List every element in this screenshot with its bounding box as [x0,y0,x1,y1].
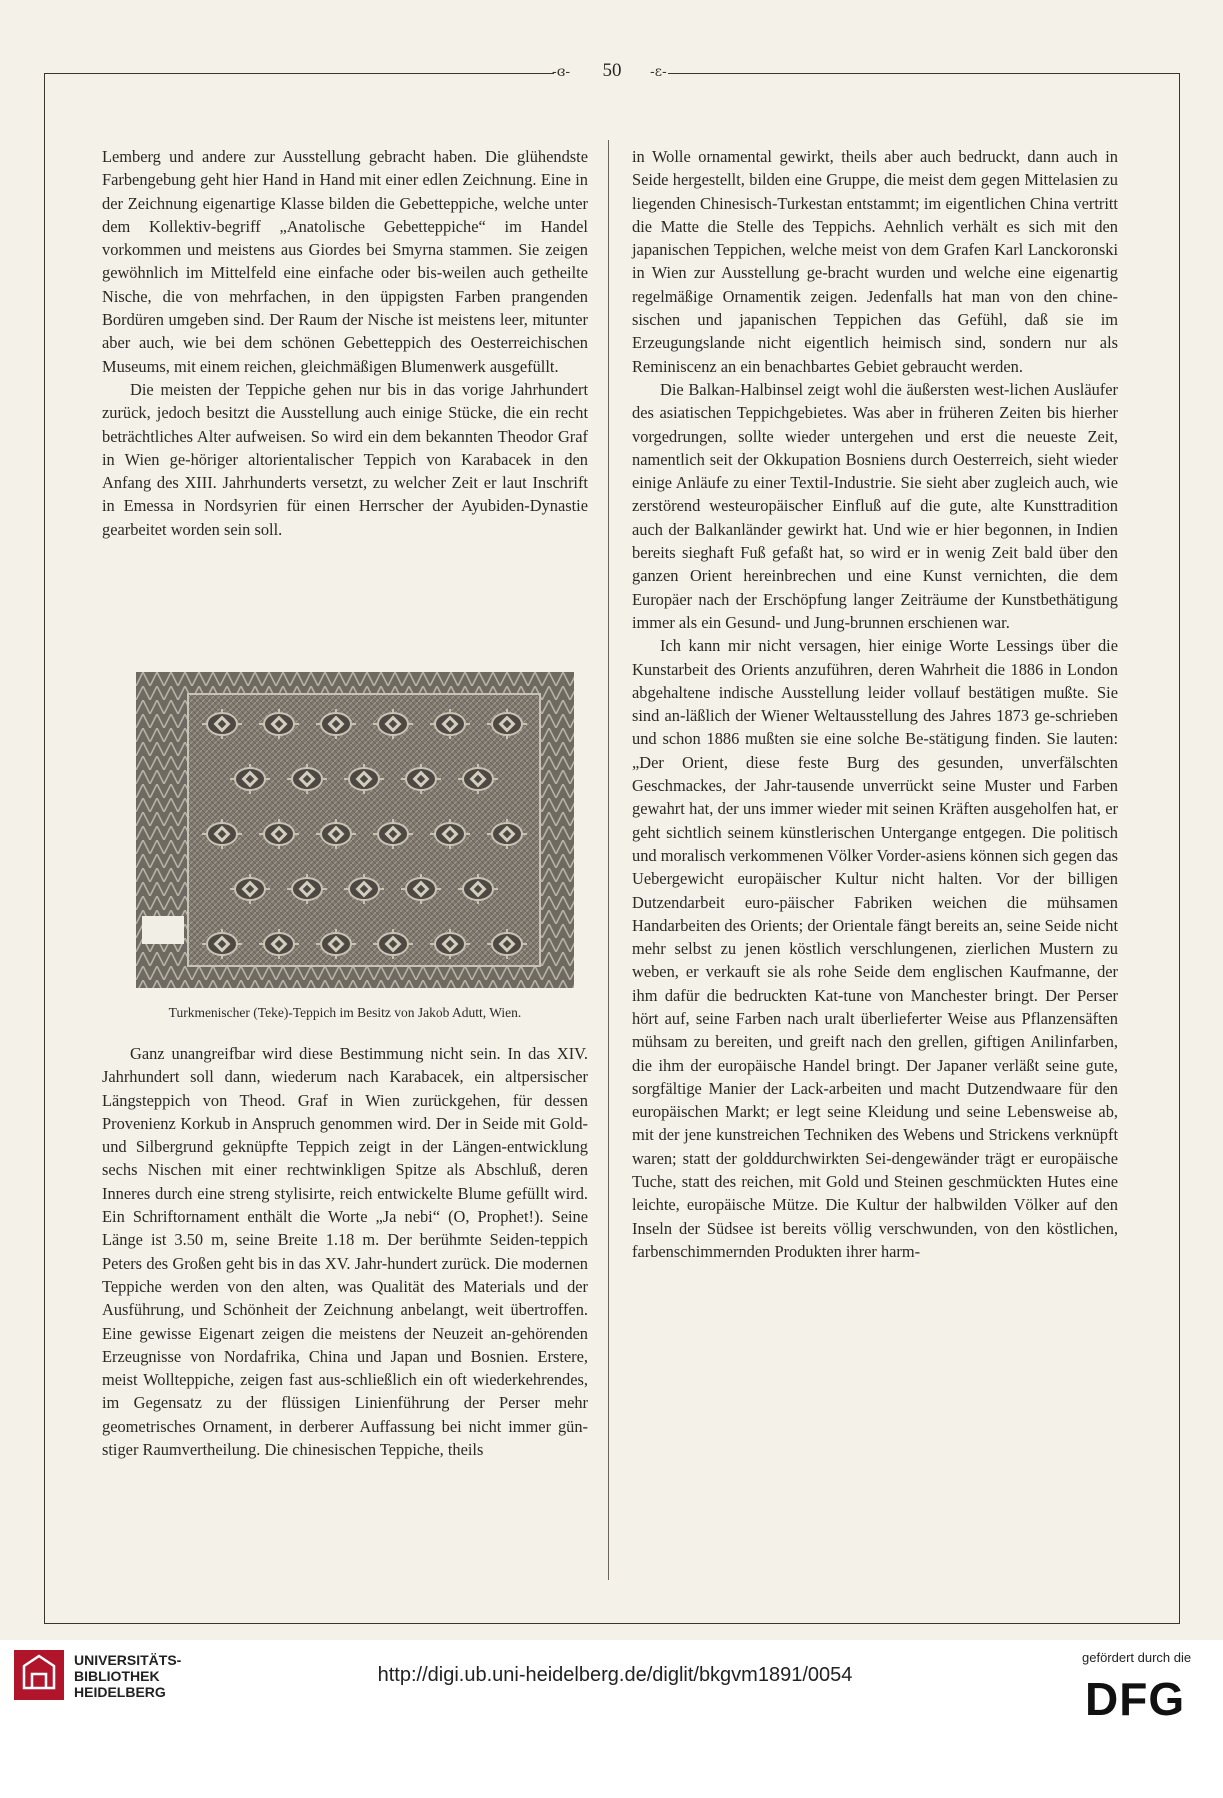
carpet-illustration [136,672,574,988]
left-column-top [102,145,588,541]
paragraph: Die meisten der Teppiche gehen nur bis in das vorige Jahrhundert zurück, jedoch besitzt die Ausstellung auch einige Stücke, die ein recht beträchtliches Alter aufweisen. So wird ein dem bekannten Theodor Graf in Wien ge-höriger altorientalischer Teppich von Karabacek in den Anfang des XIII. Jahrhunderts versetzt, zu welcher Zeit er laut Inschrift in Emessa in Nordsyrien für einen Herrscher der Ayubiden-Dynastie gearbeitet worden sein soll. [102,379,588,539]
header-ornament-right: -ɛ- [650,64,667,80]
source-url-link[interactable]: http://digi.ub.uni-heidelberg.de/diglit/bkgvm1891/0054 [377,1664,853,1686]
university-name [74,1652,181,1700]
page-number: 50 [602,60,622,81]
paragraph: Die Balkan-Halbinsel zeigt wohl die äußersten west-lichen Ausläufer des asiatischen Teppichgebietes. Was aber in früheren Zeiten bis hierher vorgedrungen, sollte wieder untergehen und erst die neueste Zeit, namentlich seit der Okkupation Bosniens durch Oesterreich, sieht wieder einige Anläufe zu einer Textil-Industrie. Sie sieht aber zugleich auch, wie zerstörend westeuropäischer Einfluß auf die gute, alte Kunsttradition auch der Balkanländer gewirkt hat. Und wie er hier begonnen, in Indien bereits sieghaft Fuß gefaßt hat, so wird er in wenig Zeit bald über den ganzen Orient hereinbrechen und eine Kunst vernichten, die dem Europäer nach der Erschöpfung langer Zeiträume der Kunstbethätigung immer als ein Gesund- und Jung-brunnen erschienen war. [632,379,1118,632]
paragraph: Lemberg und andere zur Ausstellung gebracht haben. Die glühendste Farbengebung geht hier Hand in Hand mit einer edlen Zeichnung. Eine in der Zeichnung eigenartige Klasse bilden die Gebetteppiche, welche unter dem Kollektiv-begriff „Anatolische Gebetteppiche“ im Handel vorkommen und meistens aus Giordes bei Smyrna stammen. Sie zeigen gewöhnlich im Mittelfeld eine einfache oder bis-weilen auch getheilte Nische, die von mehrfachen, in den üppigsten Farben prangenden Bordüren umgeben sind. Der Raum der Nische ist meistens leer, mitunter aber auch, wie bei dem schönen Gebetteppich des Oesterreichischen Museums, mit einem reichen, gleichmäßigen Blumenwerk ausgefüllt. [102,147,588,376]
paragraph: Ich kann mir nicht versagen, hier einige Worte Lessings über die Kunstarbeit des Orients anzuführen, deren Wahrheit die 1886 in London abgehaltene indische Ausstellung leider vollauf bestätigen mußte. Sie sind an-läßlich der Wiener Weltausstellung des Jahres 1873 ge-schrieben und schon 1886 mußten sie eine solche Be-stätigung finden. Sie lauten: „Der Orient, diese feste Burg des gesunden, unverfälschten Geschmackes, der Jahr-tausende unverrückt seine Muster und Farben gewahrt hat, der uns immer wieder mit seinen Kräften ausgeholfen hat, er geht sichtlich seinem künstlerischen Untergange entgegen. Die politisch und moralisch verkommenen Völker Vorder-asiens können sich gegen das Uebergewicht europäischer Kultur nicht halten. Vor der billigen Dutzendarbeit euro-päischer Fabriken weichen die mühsamen Handarbeiten des Orients; der Orientale fängt bereits an, seine Seide nicht mehr selbst zu jenen köstlich verschlungenen, zierlichen Mustern zu weben, er verkauft sie als rohe Seide dem englischen Kaufmanne, der ihm dafür die bedruckten Kat-tune von Manchester bringt. Der Perser hört auf, seine Farben nach uralt überlieferter Weise aus Pflanzensäften mühsam zu bereiten, und greift nach den grellen, giftigen Anilinfarben, die ihm der europäische Handel bringt. Der Japaner verläßt seine gute, sorgfältige Manier der Lack-arbeiten und macht Dutzendwaare für den europäischen Markt; er legt seine Kleidung und seine Lebensweise ab, mit der jene kunstreichen Techniken des Webens und Strickens verknüpft waren; statt der golddurchwirkten Sei-dengewänder trägt er europäische Tuche, statt des reichen, mit Gold und Steinen geschmückten Hutes eine leichte, europäische Mütze. Die Kultur der halbwilden Völker auf den Inseln der Südsee ist bereits völlig verschwunden, von den köstlichen, farbenschimmernden Produkten ihrer harm- [632,636,1118,1261]
university-seal-icon [12,1648,66,1702]
dfg-logo: DFG [1085,1673,1186,1725]
right-column [632,145,1118,1263]
paragraph: Ganz unangreifbar wird diese Bestimmung nicht sein. In das XIV. Jahrhundert soll dann, wiederum nach Karabacek, ein altpersischer Längsteppich von Theod. Graf in Wien zurückgehen, für dessen Provenienz Korkub in Anspruch genommen wird. Der in Seide mit Gold- und Silbergrund geknüpfte Teppich zeigt in der Längen-entwicklung sechs Nischen mit einer rechtwinkligen Spitze als Abschluß, deren Inneres durch eine streng stylisirte, reich entwickelte Blume gefüllt wird. Ein Schriftornament enthält die Worte „Ja nebi“ (O, Prophet!). Seine Länge ist 3.50 m, seine Breite 1.18 m. Der berühmte Seiden-teppich Peters des Großen geht bis in das XV. Jahr-hundert zurück. Die modernen Teppiche werden von den alten, was Qualität des Materials und der Ausführung, und Schönheit der Zeichnung anbelangt, weit übertroffen. Eine gewisse Eigenart zeigen die meistens der Neuzeit an-gehörenden Erzeugnisse von Nordafrika, China und Japan und Bosnien. Erstere, meist Wollteppiche, zeigen fast aus-schließlich ein oft wiederkehrendes, im Gegensatz zu der flüssigen Linienführung der Perser mehr geometrisches Ornament, in derberer Auffassung bei nicht immer gün-stiger Raumvertheilung. Die chinesischen Teppiche, theils [102,1044,588,1460]
university-name-line: BIBLIOTHEK [74,1668,160,1684]
figure-caption: Turkmenischer (Teke)-Teppich im Besitz von Jakob Adutt, Wien. [168,1005,522,1020]
university-name-line: UNIVERSITÄTS- [74,1652,182,1668]
paragraph: in Wolle ornamental gewirkt, theils aber auch bedruckt, dann auch in Seide hergestellt, bilden eine Gruppe, die meist dem gegen Mittelasien zu liegenden Chinesisch-Turkestan entstammt; im eigentlichen China vertritt die Matte die Stelle des Teppichs. Aehnlich verhält es sich mit den japanischen Teppichen, welche meist von dem Grafen Karl Lanckoronski in Wien zur Ausstellung ge-bracht wurden und welche eine eigenartig regelmäßige Ornamentik zeigen. Jedenfalls hat man von den chine-sischen und japanischen Teppichen das Gefühl, daß sie im Erzeugungslande nicht eigentlich heimisch sind, sondern nur als Reminiscenz an ein benachbartes Gebiet gebraucht werden. [632,147,1118,376]
left-column-bottom [102,1042,588,1461]
carpet-pattern [136,672,574,988]
column-divider [608,140,609,1580]
funded-by-label: gefördert durch die [1082,1650,1192,1665]
header-ornament-left: -ɞ- [552,64,571,80]
university-name-line: HEIDELBERG [74,1684,166,1700]
